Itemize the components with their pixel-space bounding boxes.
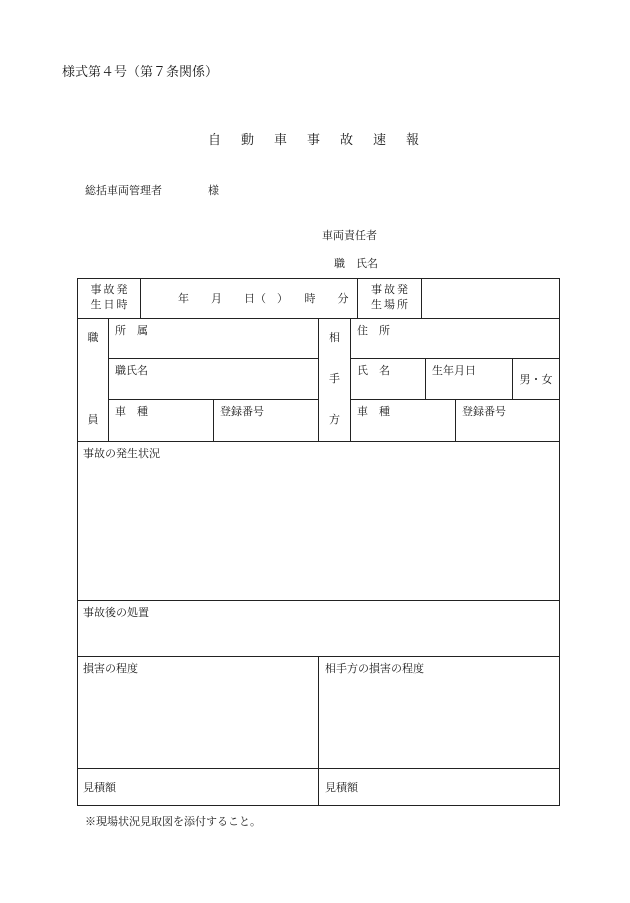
reporter-role: 車両責任者 xyxy=(322,229,377,242)
own-damage-cell xyxy=(77,656,319,769)
other-party-birthdate-cell xyxy=(425,358,513,400)
staff-vehicle-type-cell xyxy=(108,399,214,442)
other-party-vehicle-type-cell xyxy=(350,399,456,442)
accident-circumstances-cell xyxy=(77,441,560,601)
accident-datetime-label-line-1: 事故発 xyxy=(90,283,130,296)
form-number: 様式第４号（第７条関係） xyxy=(62,65,219,80)
accident-place-label-line-2: 生場所 xyxy=(371,298,410,311)
other-party-vehicle-type-label: 車 種 xyxy=(357,405,390,418)
reporter-position-name-label: 職 氏名 xyxy=(334,257,378,270)
accident-place-label-cell xyxy=(357,278,422,319)
other-party-estimate-label: 見積額 xyxy=(325,780,358,794)
staff-vehicle-type-label: 車 種 xyxy=(115,405,148,418)
post-accident-measures-label: 事故後の処置 xyxy=(83,606,149,619)
staff-vertical-label-char: 職 xyxy=(87,331,99,344)
staff-affiliation-cell xyxy=(108,318,319,359)
own-estimate-label: 見積額 xyxy=(83,780,116,794)
own-damage-label: 損害の程度 xyxy=(83,662,138,675)
other-party-vertical-label-cell xyxy=(318,318,351,442)
report-table xyxy=(77,278,560,806)
accident-place-value-cell xyxy=(421,278,560,319)
staff-position-name-label: 職氏名 xyxy=(115,364,148,377)
accident-circumstances-label: 事故の発生状況 xyxy=(83,447,160,460)
staff-affiliation-label: 所 属 xyxy=(115,324,148,337)
other-party-damage-label: 相手方の損害の程度 xyxy=(325,662,424,675)
other-party-registration-label: 登録番号 xyxy=(462,405,506,418)
other-party-sex-options: 男・女 xyxy=(519,372,553,386)
other-party-address-label: 住 所 xyxy=(357,324,390,337)
other-party-address-cell xyxy=(350,318,560,359)
staff-position-name-cell xyxy=(108,358,319,400)
own-estimate-cell xyxy=(77,768,319,806)
staff-vertical-label-char: 員 xyxy=(87,413,99,426)
accident-datetime-template: 年 月 日（ ） 時 分 xyxy=(178,292,349,305)
attachment-footnote: ※現場状況見取図を添付すること。 xyxy=(85,815,261,828)
staff-registration-cell xyxy=(213,399,319,442)
other-party-name-cell xyxy=(350,358,426,400)
staff-vertical-label-cell xyxy=(77,318,109,442)
accident-datetime-label-line-2: 生日時 xyxy=(90,298,130,311)
addressee-honorific: 様 xyxy=(208,184,219,197)
accident-place-label-line-1: 事故発 xyxy=(371,283,410,296)
other-party-vertical-label-char: 手 xyxy=(329,372,340,385)
post-accident-measures-cell xyxy=(77,600,560,657)
accident-datetime-value-cell xyxy=(140,278,358,319)
other-party-registration-cell xyxy=(455,399,560,442)
other-party-estimate-cell xyxy=(318,768,560,806)
other-party-name-label: 氏 名 xyxy=(357,364,390,377)
other-party-sex-cell xyxy=(512,358,560,400)
accident-datetime-label-cell xyxy=(77,278,141,319)
other-party-vertical-label-char: 方 xyxy=(329,413,340,426)
other-party-vertical-label-char: 相 xyxy=(329,331,340,344)
other-party-damage-cell xyxy=(318,656,560,769)
other-party-birthdate-label: 生年月日 xyxy=(432,364,476,377)
addressee-title: 総括車両管理者 xyxy=(85,184,162,197)
form-title: 自動車事故速報 xyxy=(208,133,440,148)
staff-registration-label: 登録番号 xyxy=(220,405,264,418)
